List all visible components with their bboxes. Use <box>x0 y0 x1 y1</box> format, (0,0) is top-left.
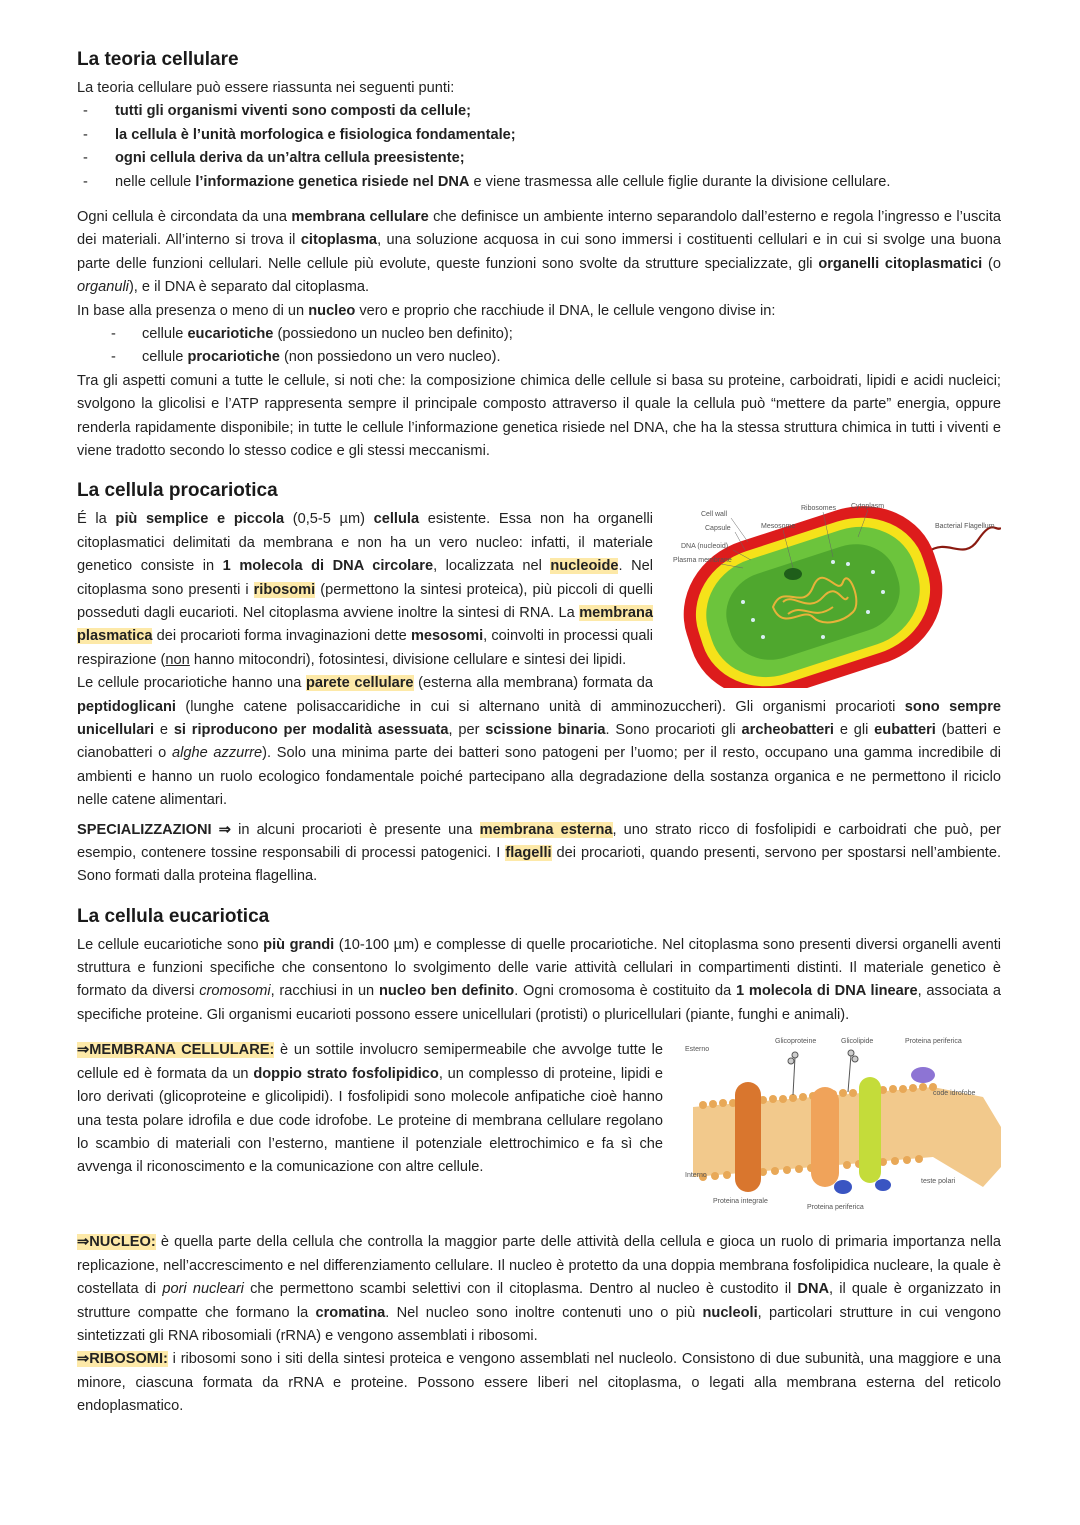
paragraph: Tra gli aspetti comuni a tutte le cellule, si noti che: la composizione chimica delle cellule si basa su proteine, carboidrati, lipidi e acidi nucleici; svolgono la glicolisi e l’ATP rappresenta sempre il principale composto attraverso il quale la cellula può “mettere da parte” energia, oppure renderla rapidamente disponibile; in tutte le cellule l’informazione genetica risiede nel DNA, che ha la stessa struttura chimica in tutti i viventi e viene tradotto secondo lo stesso codice e gli stessi meccanismi. <box>77 372 1001 459</box>
label-glicoproteine: Glicoproteine <box>775 1038 817 1046</box>
mesosome-shape <box>784 568 802 580</box>
heading-cellula-procariotica: La cellula procariotica <box>77 480 278 502</box>
section-cellula-eucariotica <box>77 907 1001 1419</box>
peripheral-protein-top <box>911 1067 935 1083</box>
heading-teoria-cellulare: La teoria cellulare <box>77 49 239 70</box>
label-plasma-membrane: Plasma membrane <box>673 557 732 565</box>
peripheral-protein-bottom <box>834 1180 852 1194</box>
integral-protein-orange <box>735 1082 761 1192</box>
label-cell-wall: Cell wall <box>701 511 728 519</box>
flagellum-shape <box>928 528 1001 553</box>
bullet-list <box>77 100 1001 194</box>
heading-cellula-eucariotica: La cellula eucariotica <box>77 905 270 927</box>
label-code-idrofobe: code idrofobe <box>933 1090 976 1098</box>
label-ribosomes: Ribosomes <box>801 505 837 513</box>
list-item: - ogni cellula deriva da un’altra cellula preesistente; <box>77 147 1001 170</box>
cell-membrane-diagram <box>683 1037 1001 1219</box>
paragraph: La teoria cellulare può essere riassunta nei seguenti punti: <box>77 79 455 96</box>
label-interno: Interno <box>685 1172 707 1180</box>
label-dna: DNA (nucleoid) <box>681 543 729 551</box>
paragraph: Ogni cellula è circondata da una membrana cellulare che definisce un ambiente interno separandolo dall’esterno e regola l’ingresso e l’uscita dei materiali. All’interno si trova il citoplasma, una soluzione acquosa in cui sono immersi i costituenti cellulari e in cui si svolge una buona parte delle funzioni cellulari. Nelle cellule più evolute, queste funzioni sono svolte da strutture specializzate, gli organelli citoplasmatici (o organuli), e il DNA è separato dal citoplasma. <box>77 208 1002 296</box>
integral-protein-green <box>859 1077 881 1183</box>
paragraph: In base alla presenza o meno di un nucleo vero e proprio che racchiude il DNA, le cellule vengono divise in: <box>77 302 776 319</box>
label-teste-polari: teste polari <box>921 1178 956 1186</box>
label-cytoplasm: Cytoplasm <box>851 503 885 511</box>
prokaryotic-cell-diagram <box>673 502 1001 688</box>
paragraph: ⇒RIBOSOMI: i ribosomi sono i siti della sintesi proteica e vengono assemblati nel nucleolo. Consistono di due subunità, una maggiore e una minore, ciascuna formata da rRNA e proteine. Possono essere liberi nel citoplasma, o legati alla membrana esterna del reticolo endoplasmatico. <box>77 1351 1001 1415</box>
paragraph: Le cellule eucariotiche sono più grandi (10-100 µm) e complesse di quelle procariotiche. Nel citoplasma sono presenti diversi organelli aventi struttura e funzioni specifiche che consentono lo svolgimento delle varie attività cellulari in compartimenti distinti. Il materiale genetico è formato da diversi cromosomi, racchiusi in un nucleo ben definito. Ogni cromosoma è costituito da 1 molecola di DNA lineare, associata a specifiche proteine. Gli organismi eucarioti possono essere unicellulari (protisti) o pluricellulari (piante, funghi e animali). <box>77 936 1001 1023</box>
label-flagellum: Bacterial Flagellum <box>935 523 995 531</box>
section-cellula-procariotica <box>77 481 1001 888</box>
paragraph: É la più semplice e piccola (0,5-5 µm) cellula esistente. Essa non ha organelli citoplasmatici delimitati da membrana e non ha un vero nucleo: infatti, il materiale genetico consiste in 1 molecola di DNA circolare, localizzata nel nucleoide. Nel citoplasma sono presenti i ribosomi (permettono la sintesi proteica), più piccoli di quelli posseduti dagli eucarioti. Nel citoplasma avviene inoltre la sintesi di RNA. La membrana plasmatica dei procarioti forma invaginazioni dette mesosomi, coinvolti in processi quali respirazione (non hanno mitocondri), fotosintesi, divisione cellulare e sintesi dei lipidi. <box>77 511 654 668</box>
list-item: - la cellula è l’unità morfologica e fisiologica fondamentale; <box>77 124 1001 147</box>
label-esterno: Esterno <box>685 1046 710 1054</box>
label-capsule: Capsule <box>705 525 731 533</box>
paragraph: SPECIALIZZAZIONI ⇒ in alcuni procarioti è presente una membrana esterna, uno strato ricco di fosfolipidi e carboidrati che può, per esempio, contenere tossine responsabili di processi patogenici. I flagelli dei procarioti, quando presenti, servono per spostarsi nell’ambiente. Sono formati dalla proteina flagellina. <box>77 821 1001 885</box>
document-page <box>77 50 1001 1429</box>
paragraph: Le cellule procariotiche hanno una parete cellulare (esterna alla membrana) formata da peptidoglicani (lunghe catene polisaccaridiche in cui si alternano unità di amminozuccheri). Gli organismi procarioti sono sempre unicellulari e si riproducono per modalità asessuata, per scissione binaria. Sono procarioti gli archeobatteri e gli eubatteri (batteri e cianobatteri o alghe azzurre). Solo una minima parte dei batteri sono patogeni per l’uomo; per il resto, occupano una gamma incredibile di ambienti e hanno un ruolo ecologico fondamentale poiché partecipano alla degradazione della sostanza organica e ne permettono il riciclo nelle catene alimentari. <box>77 675 1001 809</box>
list-item: - cellule eucariotiche (possiedono un nucleo ben definito); <box>77 323 1001 346</box>
list-item: - tutti gli organismi viventi sono composti da cellule; <box>77 100 1001 123</box>
list-item: - nelle cellule l’informazione genetica risiede nel DNA e viene trasmessa alle cellule figlie durante la divisione cellulare. <box>77 171 1001 194</box>
label-proteina-periferica-bottom: Proteina periferica <box>807 1204 864 1212</box>
label-glicolipide: Glicolipide <box>841 1038 874 1046</box>
section-teoria-cellulare <box>77 50 1001 463</box>
peripheral-protein-bottom-2 <box>875 1179 891 1191</box>
label-proteina-periferica-top: Proteina periferica <box>905 1038 962 1046</box>
label-proteina-integrale: Proteina integrale <box>713 1198 768 1206</box>
paragraph: ⇒MEMBRANA CELLULARE: è un sottile involucro semipermeabile che avvolge tutte le cellule ed è formata da un doppio strato fosfolipidico, un complesso di proteine, lipidi e loro derivati (glicoproteine e glicolipidi). I fosfolipidi sono molecole anfipatiche cioè hanno una testa polare idrofila e due code idrofobe. Le proteine di membrana cellulare regolano lo scambio di materiali con l’esterno, mantiene il potenziale elettrochimico e fa sì che avvenga il riconoscimento e la comunicazione con altre cellule. <box>77 1042 664 1176</box>
list-item: - cellule procariotiche (non possiedono un vero nucleo). <box>77 346 1001 369</box>
label-mesosome: Mesosome <box>761 523 796 531</box>
bullet-list <box>77 323 1001 370</box>
paragraph: ⇒NUCLEO: è quella parte della cellula che controlla la maggior parte delle attività della cellula e gioca un ruolo di primaria importanza nella replicazione, nell’accrescimento e nel differenziamento cellulare. Il nucleo è protetto da una doppia membrana fosfolipidica nucleare, la quale è costellata di pori nucleari che permettono scambi selettivi con il citoplasma. Dentro al nucleo è custodito il DNA, il quale è organizzato in strutture compatte che formano la cromatina. Nel nucleo sono inoltre contenuti uno o più nucleoli, particolari strutture in cui vengono sintetizzati gli RNA ribosomiali (rRNA) e vengono assemblati i ribosomi. <box>77 1234 1001 1344</box>
integral-protein-light <box>811 1087 839 1187</box>
